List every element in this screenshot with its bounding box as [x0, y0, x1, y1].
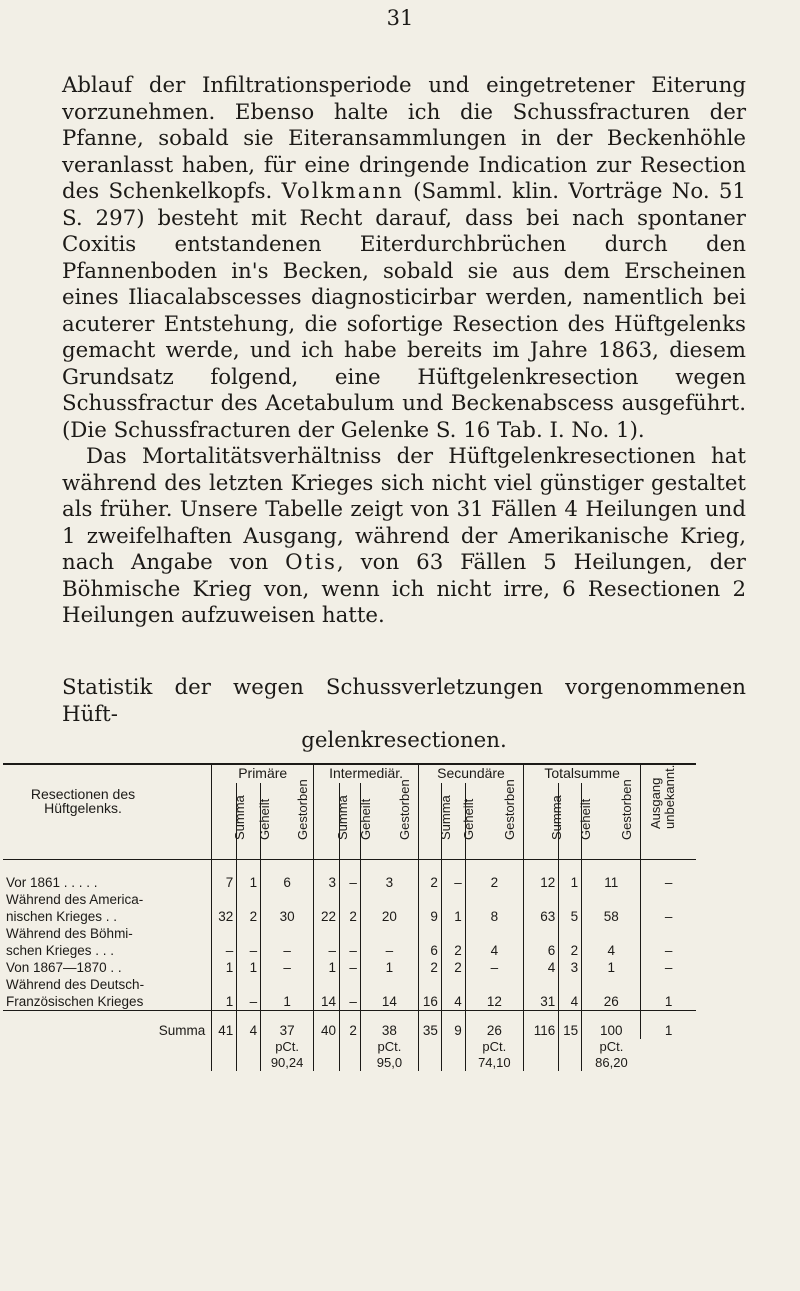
percent-label: pCt. — [261, 1039, 314, 1055]
cell-empty — [419, 891, 442, 908]
row-header-label: Resectionen des Hüftgelenks. — [30, 786, 136, 816]
summa-secundare-geheilt: 9 — [441, 1022, 465, 1039]
cell-empty — [641, 891, 696, 908]
cell-empty — [212, 976, 237, 993]
cell-intermediar-summa: 14 — [314, 993, 340, 1011]
cell-empty — [212, 1055, 237, 1071]
cell-empty — [237, 925, 261, 942]
cell-empty — [559, 925, 582, 942]
cell-empty — [237, 891, 261, 908]
cell-secundare-summa: 9 — [419, 908, 442, 925]
cell-intermediar-geheilt: – — [340, 959, 361, 976]
cell-secundare-geheilt: 2 — [441, 942, 465, 959]
cell-intermediar-geheilt: – — [340, 942, 361, 959]
cell-empty — [465, 976, 523, 993]
cell-primare-geheilt: 1 — [237, 874, 261, 891]
cell-total-geheilt: 4 — [559, 993, 582, 1011]
cell-empty — [523, 976, 558, 993]
cell-total-summa: 63 — [523, 908, 558, 925]
table-row — [3, 993, 696, 1011]
cell-empty — [237, 1039, 261, 1055]
cell-secundare-gestorben: 4 — [465, 942, 523, 959]
paragraph-2-text: Das Mortalitätsverhältniss der Hüftgelenkresectionen hat während des letzten Krieges sich nicht viel günstiger gestaltet als früher. Unsere Tabelle zeigt von 31 Fällen 4 Heilungen und 1 zweifelhaften Ausgang, während der Amerikanische Krieg, nach Angabe von — [62, 444, 746, 575]
cell-primare-geheilt: 2 — [237, 908, 261, 925]
percent-label: pCt. — [465, 1039, 523, 1055]
cell-empty — [340, 891, 361, 908]
cell-empty — [360, 891, 418, 908]
cell-empty — [441, 925, 465, 942]
table-row — [3, 925, 696, 942]
cell-ausgang-unbekannt: – — [641, 942, 696, 959]
row-label: Französischen Krieges — [3, 993, 212, 1011]
col-total-summa: Summa — [523, 783, 558, 860]
group-primare: Primäre — [212, 764, 314, 783]
cell-empty — [212, 891, 237, 908]
row-header-cell — [3, 764, 212, 860]
statistics-table — [3, 763, 696, 1071]
cell-empty — [237, 976, 261, 993]
cell-empty — [419, 1055, 442, 1071]
cell-total-geheilt: 1 — [559, 874, 582, 891]
col-intermediar-geheilt: Geheilt — [340, 783, 361, 860]
cell-intermediar-geheilt: – — [340, 993, 361, 1011]
cell-empty — [523, 891, 558, 908]
cell-total-summa: 6 — [523, 942, 558, 959]
page-number: 31 — [386, 6, 414, 30]
cell-intermediar-geheilt: 2 — [340, 908, 361, 925]
cell-primare-summa: 1 — [212, 959, 237, 976]
col-ausgang-unbekannt — [641, 764, 696, 860]
cell-empty — [314, 976, 340, 993]
cell-primare-gestorben: 6 — [261, 874, 314, 891]
col-secundare-summa: Summa — [419, 783, 442, 860]
summa-secundare-gestorben: 26 — [465, 1022, 523, 1039]
cell-intermediar-gestorben: 3 — [360, 874, 418, 891]
paragraph-1-text: Ablauf der Infiltrationsperiode und eingetretener Eiterung vorzunehmen. Ebenso halte ich die Schussfracturen der Pfanne, sobald sie Eiteransammlungen in der Beckenhöhle veranlasst haben, für eine dringende Indication zur Resection des Schenkelkopfs. — [62, 73, 746, 204]
summa-label: Summa — [158, 1023, 206, 1038]
paragraph-1 — [62, 73, 746, 444]
spacer-row-2 — [3, 1010, 696, 1022]
cell-empty — [582, 891, 641, 908]
row-label: Während des Böhmi- — [6, 925, 133, 941]
cell-empty — [582, 925, 641, 942]
cell-secundare-geheilt: 2 — [441, 959, 465, 976]
cell-total-geheilt: 3 — [559, 959, 582, 976]
row-label: nischen Krieges . . — [6, 908, 118, 924]
percent-value-row — [3, 1055, 696, 1071]
cell-total-summa: 12 — [523, 874, 558, 891]
cell-primare-summa: 32 — [212, 908, 237, 925]
cell-empty — [641, 976, 696, 993]
col-intermediar-summa: Summa — [314, 783, 340, 860]
summa-secundare-summa: 35 — [419, 1022, 442, 1039]
table-row — [3, 891, 696, 908]
cell-secundare-gestorben: 12 — [465, 993, 523, 1011]
author-name-volkmann: Volkmann — [281, 179, 404, 204]
cell-empty — [641, 925, 696, 942]
cell-empty — [261, 976, 314, 993]
cell-empty — [419, 925, 442, 942]
col-secundare-gestorben: Gestorben — [465, 783, 523, 860]
cell-total-gestorben: 58 — [582, 908, 641, 925]
cell-empty — [465, 925, 523, 942]
col-primare-gestorben: Gestorben — [261, 783, 314, 860]
cell-empty — [641, 1055, 696, 1071]
percent-label: pCt. — [582, 1039, 641, 1055]
summa-total-geheilt: 15 — [559, 1022, 582, 1039]
table-row — [3, 874, 696, 891]
cell-secundare-gestorben: – — [465, 959, 523, 976]
cell-total-gestorben: 1 — [582, 959, 641, 976]
cell-intermediar-summa: 22 — [314, 908, 340, 925]
cell-empty — [441, 891, 465, 908]
cell-total-summa: 31 — [523, 993, 558, 1011]
cell-empty — [261, 925, 314, 942]
percent-label-row — [3, 1039, 696, 1055]
cell-empty — [212, 925, 237, 942]
cell-primare-summa: 1 — [212, 993, 237, 1011]
cell-empty — [559, 1039, 582, 1055]
cell-empty — [641, 1039, 696, 1055]
cell-total-summa: 4 — [523, 959, 558, 976]
cell-secundare-summa: 2 — [419, 874, 442, 891]
cell-ausgang-unbekannt: – — [641, 959, 696, 976]
cell-empty — [523, 1055, 558, 1071]
col-total-geheilt: Geheilt — [559, 783, 582, 860]
table-row — [3, 942, 696, 959]
summa-ausgang-unbekannt: 1 — [641, 1022, 696, 1039]
cell-primare-summa: – — [212, 942, 237, 959]
cell-primare-gestorben: – — [261, 942, 314, 959]
row-label: Während des America- — [6, 891, 144, 907]
table-caption-line-2: gelenkresectionen. — [301, 728, 507, 753]
group-secundare: Secundäre — [419, 764, 524, 783]
row-label: Vor 1861 . . . . . — [6, 874, 98, 890]
row-label: schen Krieges . . . — [6, 942, 115, 958]
summa-primare-summa: 41 — [212, 1022, 237, 1039]
col-total-gestorben: Gestorben — [582, 783, 641, 860]
cell-empty — [360, 976, 418, 993]
cell-empty — [237, 1055, 261, 1071]
cell-empty — [441, 1055, 465, 1071]
cell-ausgang-unbekannt: 1 — [641, 993, 696, 1011]
cell-empty — [419, 976, 442, 993]
cell-primare-gestorben: – — [261, 959, 314, 976]
cell-empty — [582, 976, 641, 993]
cell-empty — [314, 1055, 340, 1071]
spacer-row — [3, 860, 696, 874]
cell-secundare-geheilt: 4 — [441, 993, 465, 1011]
cell-intermediar-summa: – — [314, 942, 340, 959]
percent-value: 90,24 — [261, 1055, 314, 1071]
summa-intermediar-gestorben: 38 — [360, 1022, 418, 1039]
cell-empty — [559, 891, 582, 908]
row-label: Von 1867—1870 . . — [6, 959, 122, 975]
cell-empty — [261, 891, 314, 908]
cell-total-gestorben: 26 — [582, 993, 641, 1011]
percent-label: pCt. — [360, 1039, 418, 1055]
body-text — [62, 73, 746, 630]
cell-empty — [314, 891, 340, 908]
cell-ausgang-unbekannt: – — [641, 908, 696, 925]
cell-empty — [314, 1039, 340, 1055]
table-caption-line-1: Statistik der wegen Schussverletzungen vorgenommenen Hüft- — [62, 675, 746, 727]
summa-primare-gestorben: 37 — [261, 1022, 314, 1039]
paragraph-2-cont: , von 63 Fällen 5 Heilungen, der Böhmische Krieg von, wenn ich nicht irre, 6 Resectionen 2 Heilungen aufzuweisen hatte. — [62, 550, 746, 628]
cell-total-gestorben: 4 — [582, 942, 641, 959]
cell-ausgang-unbekannt: – — [641, 874, 696, 891]
summa-intermediar-geheilt: 2 — [340, 1022, 361, 1039]
cell-primare-geheilt: 1 — [237, 959, 261, 976]
cell-secundare-geheilt: 1 — [441, 908, 465, 925]
cell-primare-geheilt: – — [237, 993, 261, 1011]
cell-secundare-geheilt: – — [441, 874, 465, 891]
percent-value: 74,10 — [465, 1055, 523, 1071]
cell-intermediar-gestorben: 20 — [360, 908, 418, 925]
table-row — [3, 976, 696, 993]
cell-empty — [360, 925, 418, 942]
cell-primare-gestorben: 1 — [261, 993, 314, 1011]
cell-empty — [314, 925, 340, 942]
cell-empty — [559, 976, 582, 993]
summa-total-gestorben: 100 — [582, 1022, 641, 1039]
cell-intermediar-gestorben: 1 — [360, 959, 418, 976]
cell-primare-summa: 7 — [212, 874, 237, 891]
cell-empty — [465, 891, 523, 908]
table-row — [3, 959, 696, 976]
summa-intermediar-summa: 40 — [314, 1022, 340, 1039]
cell-secundare-gestorben: 2 — [465, 874, 523, 891]
cell-secundare-summa: 6 — [419, 942, 442, 959]
percent-value: 86,20 — [582, 1055, 641, 1071]
paragraph-2 — [62, 444, 746, 630]
cell-secundare-summa: 2 — [419, 959, 442, 976]
cell-primare-gestorben: 30 — [261, 908, 314, 925]
cell-secundare-gestorben: 8 — [465, 908, 523, 925]
table-caption — [62, 675, 746, 755]
summa-primare-geheilt: 4 — [237, 1022, 261, 1039]
cell-secundare-summa: 16 — [419, 993, 442, 1011]
cell-empty — [212, 1039, 237, 1055]
summa-total-summa: 116 — [523, 1022, 558, 1039]
group-totalsumme: Totalsumme — [523, 764, 640, 783]
col-primare-summa: Summa — [212, 783, 237, 860]
data-rows — [3, 874, 696, 1011]
cell-empty — [340, 925, 361, 942]
cell-empty — [523, 925, 558, 942]
cell-empty — [419, 1039, 442, 1055]
cell-empty — [559, 1055, 582, 1071]
cell-total-geheilt: 5 — [559, 908, 582, 925]
group-intermediar: Intermediär. — [314, 764, 419, 783]
cell-intermediar-gestorben: 14 — [360, 993, 418, 1011]
paragraph-1-cont: (Samml. klin. Vorträge No. 51 S. 297) besteht mit Recht darauf, dass bei nach spontaner Coxitis entstandenen Eiterdurchbrüchen durch den Pfannenboden in's Becken, sobald sie aus dem Erscheinen eines Iliacalabscesses diagnosticirbar werden, namentlich bei acuterer Entstehung, die sofortige Resection des Hüftgelenks gemacht werde, und ich habe bereits im Jahre 1863, diesem Grundsatz folgend, eine Hüftgelenkresection wegen Schussfractur des Acetabulum und Beckenabscess ausgeführt. (Die Schussfracturen der Gelenke S. 16 Tab. I. No. 1). — [62, 179, 746, 443]
cell-intermediar-geheilt: – — [340, 874, 361, 891]
col-secundare-geheilt: Geheilt — [441, 783, 465, 860]
summa-row — [3, 1022, 696, 1039]
cell-intermediar-summa: 1 — [314, 959, 340, 976]
cell-empty — [441, 976, 465, 993]
row-label: Während des Deutsch- — [6, 976, 145, 992]
col-ausgang-label: Ausgang unbekannt. — [648, 764, 678, 829]
cell-empty — [523, 1039, 558, 1055]
cell-primare-geheilt: – — [237, 942, 261, 959]
cell-empty — [340, 976, 361, 993]
cell-total-gestorben: 11 — [582, 874, 641, 891]
author-name-otis: Otis — [285, 550, 337, 575]
cell-empty — [441, 1039, 465, 1055]
group-header-row — [3, 764, 696, 783]
table-row — [3, 908, 696, 925]
col-primare-geheilt: Geheilt — [237, 783, 261, 860]
cell-empty — [340, 1039, 361, 1055]
cell-total-geheilt: 2 — [559, 942, 582, 959]
col-intermediar-gestorben: Gestorben — [360, 783, 418, 860]
cell-empty — [340, 1055, 361, 1071]
cell-intermediar-summa: 3 — [314, 874, 340, 891]
percent-value: 95,0 — [360, 1055, 418, 1071]
cell-intermediar-gestorben: – — [360, 942, 418, 959]
